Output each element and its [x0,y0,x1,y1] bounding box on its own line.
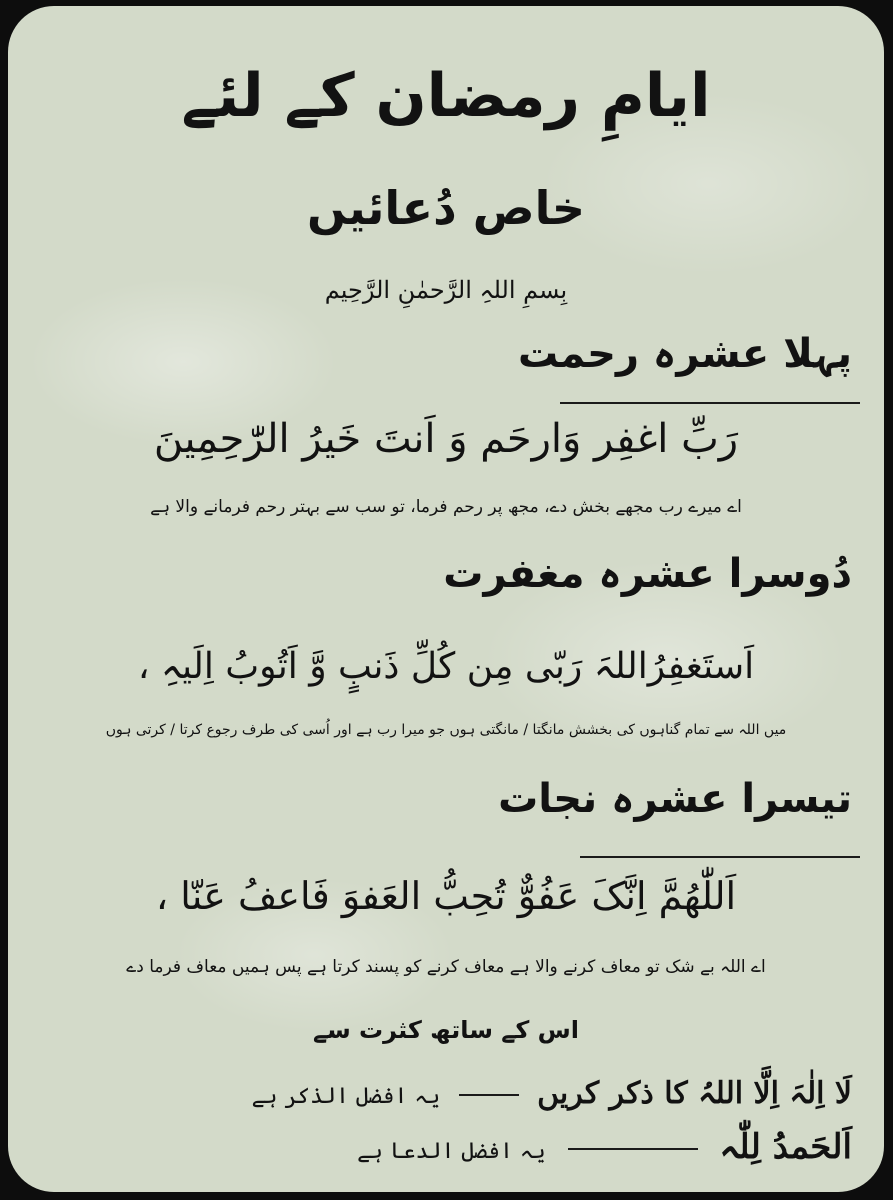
heading-underline [580,856,860,858]
zikr-1-note: یہ افضل الذکر ہے [251,1084,441,1109]
page-subtitle: خاص دُعائیں [306,181,586,235]
page-title: ایامِ رمضان کے لئے [181,61,711,131]
dua-translation-2: میں اللہ سے تمام گناہوں کی بخشش مانگتا / مانگتی ہوں جو میرا رب ہے اور اُسی کی طرف رجوع کرتا / کرتی ہوں [105,722,787,738]
dua-arabic-2: اَستَغفِرُاللہَ رَبّی مِن کُلِّ ذَنبٍ وَّ اَتُوبُ اِلَیہِ ، [137,646,755,687]
section-heading-maghfirat: دُوسرا عشرہ مغفرت [443,551,852,597]
section-heading-rahmat: پہلا عشرہ رحمت [517,331,852,377]
bismillah: بِسمِ اللہِ الرَّحمٰنِ الرَّحِیم [324,276,568,304]
zikr-line-1 [32,1076,852,1111]
zikr-2-note: یہ افضل الدعا ہے [357,1139,546,1164]
closing-intro: اس کے ساتھ کثرت سے [313,1016,579,1044]
dua-arabic-3: اَللّٰھُمَّ اِنَّکَ عَفُوٌّ تُحِبُّ العَفوَ فَاعفُ عَنّا ، [155,874,737,918]
dua-translation-1: اے میرے رب مجھے بخش دے، مجھ پر رحم فرما، تو سب سے بہتر رحم فرمانے والا ہے [150,497,742,517]
dua-arabic-1: رَبِّ اغفِر وَارحَم وَ اَنتَ خَیرُ الرّٰحِمِینَ [153,416,739,462]
heading-underline [560,402,860,404]
zikr-line-2 [32,1126,852,1167]
dua-translation-3: اے اللہ بے شک تو معاف کرنے والا ہے معاف کرنے کو پسند کرتا ہے پس ہمیں معاف فرما دے [126,957,766,977]
zikr-2: اَلحَمدُ لِلّٰہ [719,1127,852,1167]
section-heading-nijat: تیسرا عشرہ نجات [498,776,852,822]
zikr-1: لَا اِلٰہَ اِلَّا اللہُ کا ذکر کریں [537,1076,852,1111]
dua-card [8,6,884,1192]
